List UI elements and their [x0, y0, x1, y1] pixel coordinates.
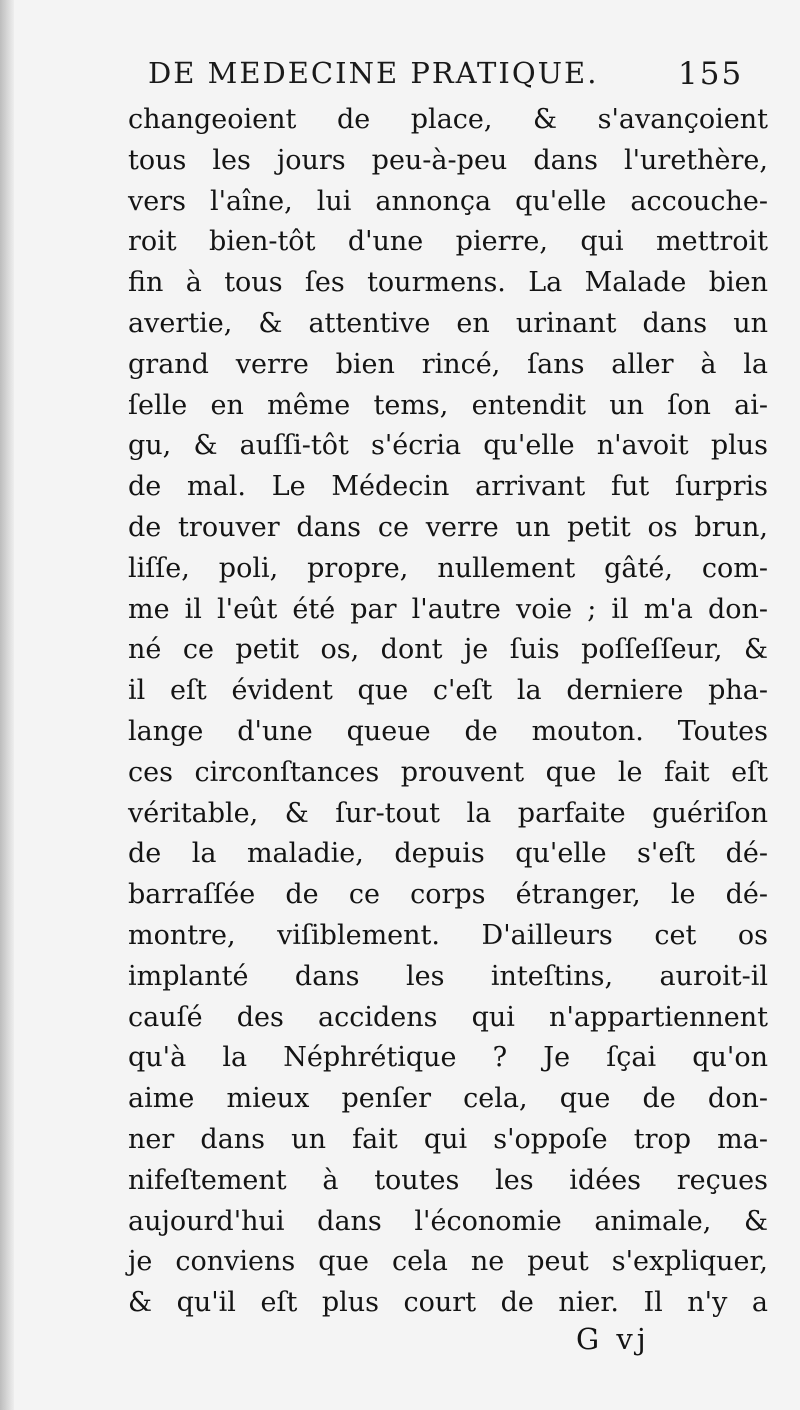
text-line: je conviens que cela ne peut s'expliquer, — [128, 1246, 768, 1278]
text-line: vers l'aîne, lui annonça qu'elle accouche- — [128, 185, 768, 217]
page-number: 155 — [678, 56, 744, 92]
text-line: il eſt évident que c'eſt la derniere pha- — [128, 675, 768, 707]
running-title: DE MEDECINE PRATIQUE. — [148, 56, 599, 90]
text-line: qu'à la Néphrétique ? Je ſçai qu'on — [128, 1042, 768, 1074]
text-line: ſelle en même tems, entendit un ſon ai- — [128, 389, 768, 421]
text-line: nifeſtement à toutes les idées reçues — [128, 1164, 768, 1196]
text-line: tous les jours peu-à-peu dans l'urethère, — [128, 144, 768, 176]
text-line: lange d'une queue de mouton. Toutes — [128, 715, 768, 747]
text-line: grand verre bien rincé, ſans aller à la — [128, 348, 768, 380]
text-line: aime mieux penſer cela, que de don- — [128, 1083, 768, 1115]
text-line: de mal. Le Médecin arrivant fut ſurpris — [128, 471, 768, 503]
text-line: gu, & auſſi-tôt s'écria qu'elle n'avoit plus — [128, 430, 768, 462]
text-line: cauſé des accidens qui n'appartiennent — [128, 1001, 768, 1033]
text-line: fin à tous ſes tourmens. La Malade bien — [128, 267, 768, 299]
text-line: & qu'il eſt plus court de nier. Il n'y a — [128, 1287, 768, 1319]
text-line: me il l'eût été par l'autre voie ; il m'a don- — [128, 593, 768, 625]
text-line: de trouver dans ce verre un petit os brun, — [128, 511, 768, 543]
running-head — [140, 46, 780, 102]
signature-mark: G vj — [576, 1322, 650, 1356]
gutter-shadow — [0, 0, 14, 1410]
text-line: ces circonſtances prouvent que le fait eſt — [128, 756, 768, 788]
text-line: véritable, & ſur-tout la parfaite guériſon — [128, 797, 768, 829]
text-line: aujourd'hui dans l'économie animale, & — [128, 1205, 768, 1237]
text-line: changeoient de place, & s'avançoient — [128, 104, 768, 135]
text-line: montre, viſiblement. D'ailleurs cet os — [128, 919, 768, 951]
text-line: né ce petit os, dont je ſuis poſſeſſeur, & — [128, 634, 768, 666]
body-text — [128, 100, 768, 1324]
text-line: roit bien-tôt d'une pierre, qui mettroit — [128, 226, 768, 258]
text-line: implanté dans les inteſtins, auroit-il — [128, 960, 768, 992]
text-line: avertie, & attentive en urinant dans un — [128, 307, 768, 339]
text-line: liſſe, poli, propre, nullement gâté, com- — [128, 552, 768, 584]
text-line: de la maladie, depuis qu'elle s'eſt dé- — [128, 838, 768, 870]
text-line: barraſſée de ce corps étranger, le dé- — [128, 879, 768, 911]
text-line: ner dans un fait qui s'oppoſe trop ma- — [128, 1123, 768, 1155]
